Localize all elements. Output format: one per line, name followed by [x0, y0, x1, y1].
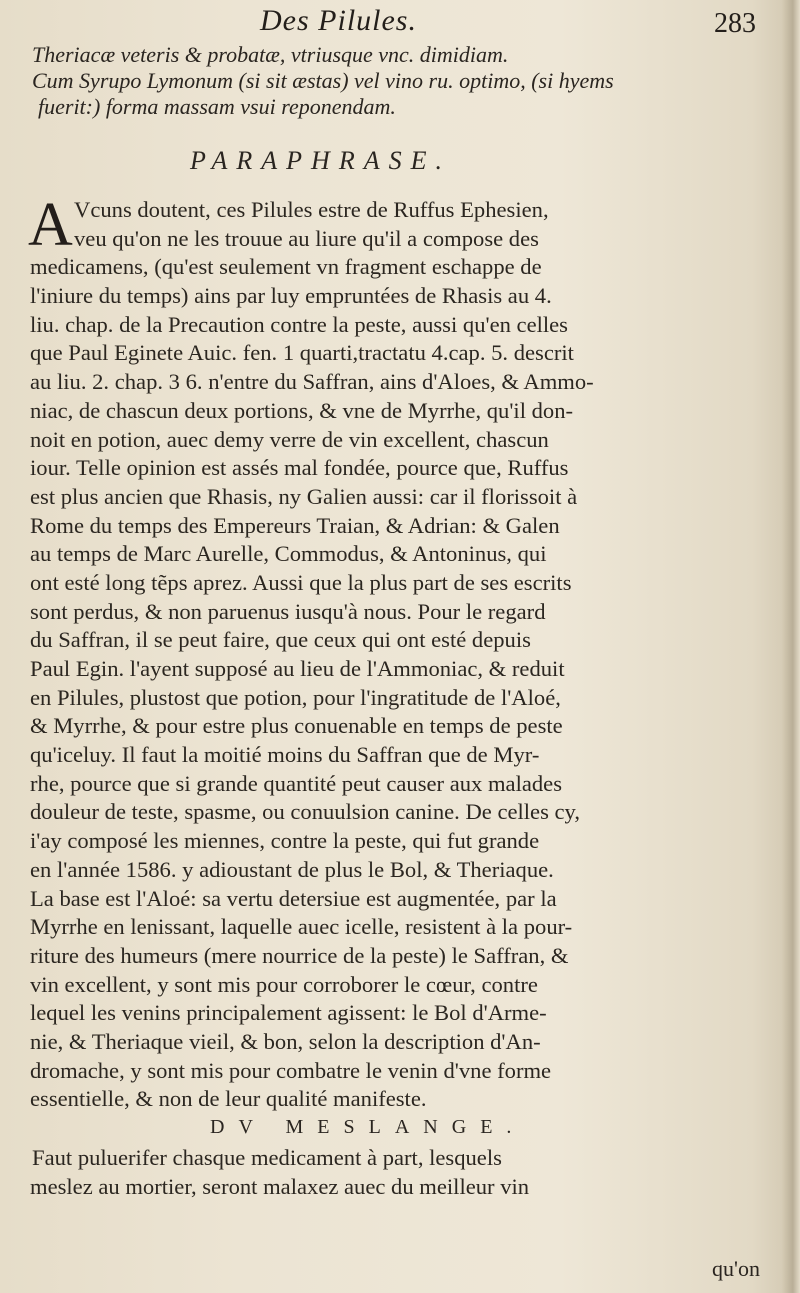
body-line: Faut puluerifer chasque medicament à part, lesquels — [32, 1145, 502, 1170]
body-line: & Myrrhe, & pour estre plus conuenable en temps de peste — [30, 713, 563, 739]
body-line: lequel les venins principalement agissent: le Bol d'Arme- — [30, 1000, 547, 1026]
page-gutter — [782, 0, 800, 1293]
latin-line: Theriacæ veteris & probatæ, vtriusque vnc. dimidiam. — [32, 42, 509, 67]
body-line: au liu. 2. chap. 3 6. n'entre du Saffran, ains d'Aloes, & Ammo- — [30, 369, 594, 395]
body-line: meslez au mortier, seront malaxez auec du meilleur vin — [30, 1173, 530, 1199]
body-line: est plus ancien que Rhasis, ny Galien aussi: car il florissoit à — [30, 483, 578, 509]
body-line: que Paul Eginete Auic. fen. 1 quarti,tractatu 4.cap. 5. descrit — [30, 340, 574, 366]
page-number: 283 — [714, 8, 756, 39]
latin-line: Cum Syrupo Lymonum (si sit æstas) vel vino ru. optimo, (si hyems — [32, 68, 614, 93]
running-head — [30, 0, 770, 42]
meslange-heading: DV MESLANGE. — [210, 1116, 526, 1138]
body-line: veu qu'on ne les trouue au liure qu'il a compose des — [74, 225, 539, 251]
body-line: Myrrhe en lenissant, laquelle auec icelle, resistent à la pour- — [30, 914, 573, 940]
text-column — [30, 0, 770, 1201]
body-line: essentielle, & non de leur qualité manifeste. — [30, 1086, 427, 1112]
body-line: au temps de Marc Aurelle, Commodus, & Antoninus, qui — [30, 541, 547, 567]
body-line: rhe, pource que si grande quantité peut causer aux malades — [30, 770, 562, 796]
body-line: medicamens, (qu'est seulement vn fragment eschappe de — [30, 254, 542, 280]
body-line: en Pilules, plustost que potion, pour l'ingratitude de l'Aloé, — [30, 684, 561, 710]
body-line: niac, de chascun deux portions, & vne de Myrrhe, qu'il don- — [30, 397, 574, 423]
latin-line: fuerit:) forma massam vsui reponendam. — [38, 94, 396, 119]
running-head-title: Des Pilules. — [260, 4, 417, 37]
paraphrase-body — [28, 191, 770, 1114]
body-line: sont perdus, & non paruenus iusqu'à nous. Pour le regard — [30, 598, 546, 624]
drop-cap: A — [28, 191, 73, 259]
body-line: nie, & Theriaque vieil, & bon, selon la description d'An- — [30, 1028, 541, 1054]
body-line: l'iniure du temps) ains par luy empruntées de Rhasis au 4. — [30, 283, 552, 309]
body-line: vin excellent, y sont mis pour corroborer le cœur, contre — [30, 971, 538, 997]
body-line: ont esté long tẽps aprez. Aussi que la plus part de ses escrits — [30, 569, 572, 595]
body-line: i'ay composé les miennes, contre la peste, qui fut grande — [30, 828, 540, 854]
latin-recipe — [30, 42, 770, 120]
body-line: du Saffran, il se peut faire, que ceux qui ont esté depuis — [30, 627, 531, 653]
body-line: iour. Telle opinion est assés mal fondée, pource que, Ruffus — [30, 455, 569, 481]
body-line: dromache, y sont mis pour combatre le venin d'vne forme — [30, 1057, 552, 1083]
body-line: Rome du temps des Empereurs Traian, & Adrian: & Galen — [30, 512, 560, 538]
body-line: douleur de teste, spasme, ou conuulsion canine. De celles cy, — [30, 799, 581, 825]
body-line: qu'iceluy. Il faut la moitié moins du Saffran que de Myr- — [30, 742, 540, 768]
paraphrase-heading: PARAPHRASE. — [190, 146, 451, 175]
catchword: qu'on — [712, 1256, 760, 1281]
body-line: Vcuns doutent, ces Pilules estre de Ruffus Ephesien, — [74, 197, 549, 222]
body-line: Paul Egin. l'ayent supposé au lieu de l'Ammoniac, & reduit — [30, 656, 565, 681]
body-line: liu. chap. de la Precaution contre la peste, aussi qu'en celles — [30, 311, 568, 337]
meslange-body — [30, 1144, 770, 1201]
body-line: La base est l'Aloé: sa vertu detersiue est augmentée, par la — [30, 885, 557, 911]
body-line: en l'année 1586. y adioustant de plus le Bol, & Theriaque. — [30, 856, 554, 882]
body-line: noit en potion, auec demy verre de vin excellent, chascun — [30, 426, 549, 452]
body-line: riture des humeurs (mere nourrice de la peste) le Saffran, & — [30, 942, 569, 968]
